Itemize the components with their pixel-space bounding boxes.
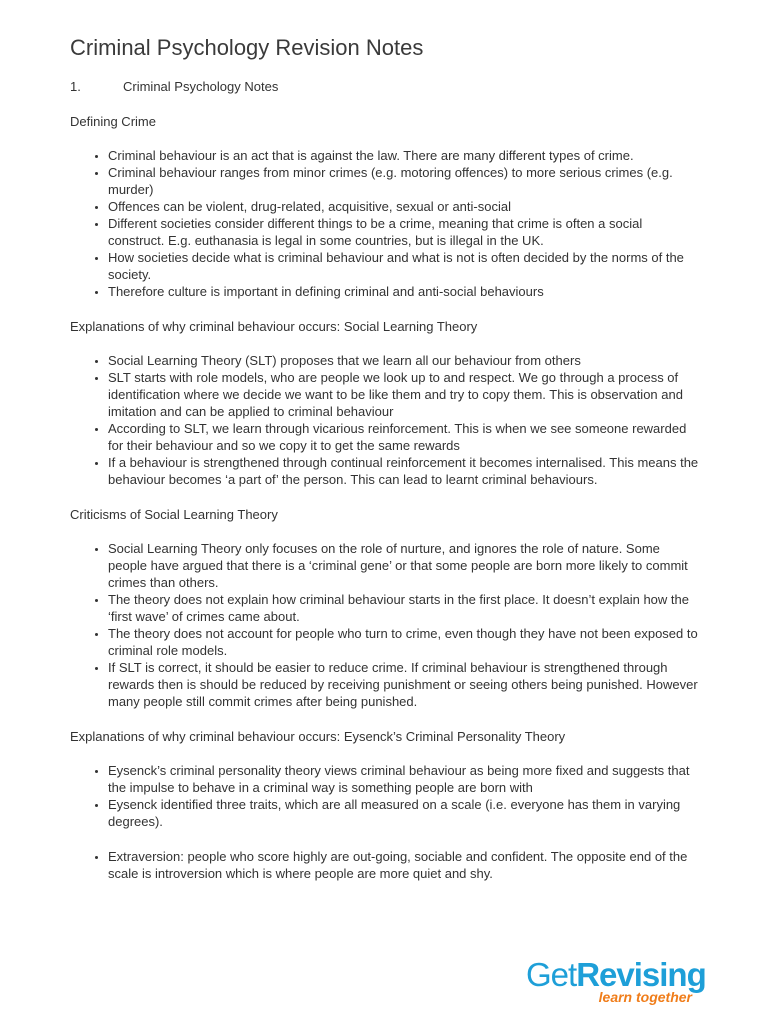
bullet-list-slt [70, 352, 702, 488]
logo-wordmark [526, 958, 722, 992]
heading-text: Criminal Psychology Notes [123, 79, 279, 94]
list-item: • Eysenck identified three traits, which are all measured on a scale (i.e. everyone has them in varying degrees). [108, 796, 702, 830]
heading-number: 1. [70, 79, 81, 94]
section-heading-defining-crime: Defining Crime [70, 114, 156, 129]
section-heading-slt-criticisms: Criticisms of Social Learning Theory [70, 507, 278, 522]
section-heading-eysenck: Explanations of why criminal behaviour occurs: Eysenck’s Criminal Personality Theory [70, 729, 566, 744]
list-item: • SLT starts with role models, who are people we look up to and respect. We go through a process of identification where we decide we want to be like them and try to copy them. This is observation and imitation and can be applied to criminal behaviour [108, 369, 702, 420]
list-item: • Criminal behaviour ranges from minor crimes (e.g. motoring offences) to more serious crimes (e.g. murder) [108, 164, 702, 198]
document-page [70, 34, 702, 900]
section-heading-slt: Explanations of why criminal behaviour occurs: Social Learning Theory [70, 319, 478, 334]
list-item: • Eysenck’s criminal personality theory views criminal behaviour as being more fixed and suggests that the impulse to behave in a criminal way is something people are born with [108, 762, 702, 796]
bullet-list-eysenck-traits [70, 848, 702, 882]
list-item: • If a behaviour is strengthened through continual reinforcement it becomes internalised. This means the behaviour becomes ‘a part of’ the person. This can lead to learnt criminal behaviours. [108, 454, 702, 488]
list-item: • The theory does not account for people who turn to crime, even though they have not been exposed to criminal role models. [108, 625, 702, 659]
list-item: • How societies decide what is criminal behaviour and what is not is often decided by the norms of the society. [108, 249, 702, 283]
bullet-list-defining-crime [70, 147, 702, 300]
bullet-list-eysenck [70, 762, 702, 830]
bullet-list-slt-criticisms [70, 540, 702, 710]
page-title: Criminal Psychology Revision Notes [70, 35, 424, 60]
list-item: • The theory does not explain how criminal behaviour starts in the first place. It doesn’t explain how the ‘first wave’ of crimes came about. [108, 591, 702, 625]
list-item: • Offences can be violent, drug-related, acquisitive, sexual or anti-social [108, 198, 702, 215]
list-item: • Therefore culture is important in defining criminal and anti-social behaviours [108, 283, 702, 300]
list-item: • Social Learning Theory (SLT) proposes that we learn all our behaviour from others [108, 352, 702, 369]
list-item: • If SLT is correct, it should be easier to reduce crime. If criminal behaviour is strengthened through rewards then is should be reduced by receiving punishment or seeing others being punished. However many people still commit crimes after being punished. [108, 659, 702, 710]
logo-tagline: learn together [598, 989, 692, 1005]
getrevising-logo [526, 958, 722, 1005]
logo-part-revising: Revising [576, 956, 706, 993]
list-item: • Criminal behaviour is an act that is against the law. There are many different types of crime. [108, 147, 702, 164]
logo-part-get: Get [526, 956, 577, 993]
numbered-heading [70, 78, 702, 95]
list-item: • Different societies consider different things to be a crime, meaning that crime is often a social construct. E.g. euthanasia is legal in some countries, but is illegal in the UK. [108, 215, 702, 249]
list-item: • According to SLT, we learn through vicarious reinforcement. This is when we see someone rewarded for their behaviour and so we copy it to get the same rewards [108, 420, 702, 454]
list-item: • Social Learning Theory only focuses on the role of nurture, and ignores the role of nature. Some people have argued that there is a ‘criminal gene’ or that some people are born more likely to commit crimes than others. [108, 540, 702, 591]
list-item: • Extraversion: people who score highly are out-going, sociable and confident. The opposite end of the scale is introversion which is where people are more quiet and shy. [108, 848, 702, 882]
